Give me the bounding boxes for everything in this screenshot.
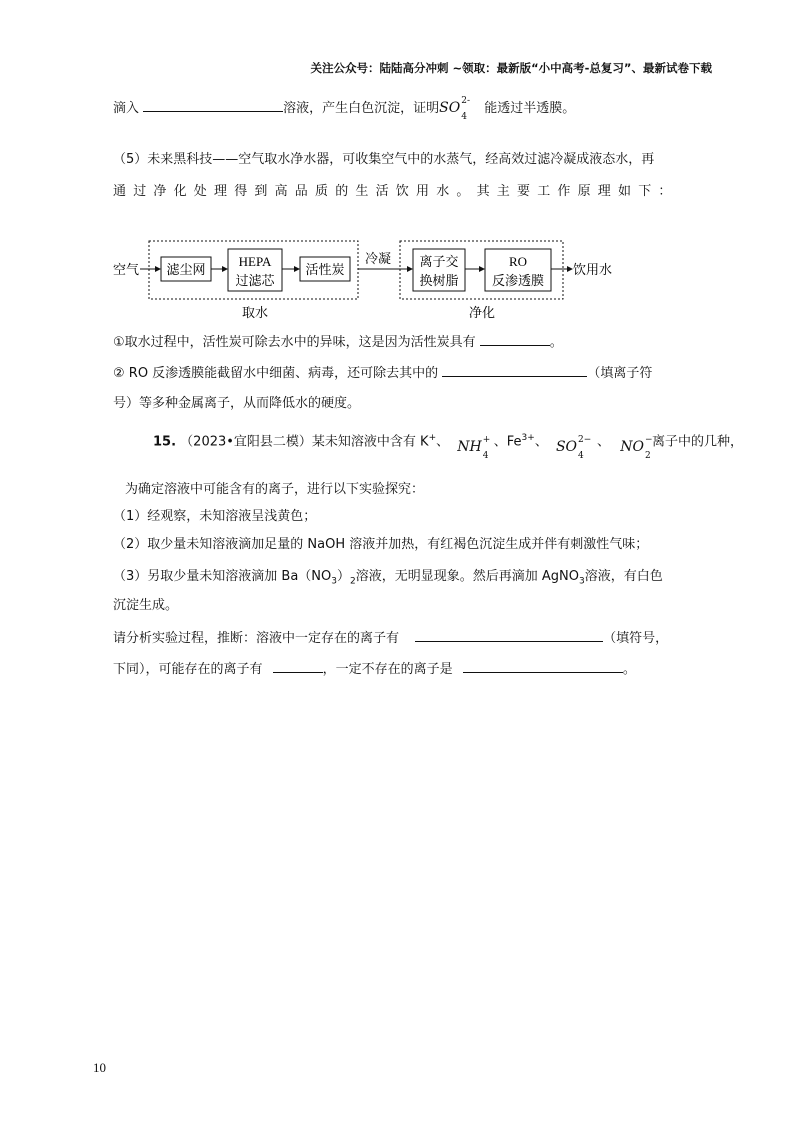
q5-line2: 通过净化处理得到高品质的生活饮用水。其主要工作原理如下： <box>113 184 679 199</box>
box-ro-line1: RO <box>508 254 528 269</box>
q15-ask2-b: ，一定不存在的离子是 <box>322 662 453 677</box>
q15-intro: 为确定溶液中可能含有的离子，进行以下实验探究： <box>125 482 425 497</box>
q15-step2: （2）取少量未知溶液滴加足量的 NaOH 溶液并加热，有红褐色沉淀生成并伴有刺激性气味； <box>113 537 649 552</box>
page-number: 10 <box>93 1060 106 1075</box>
q15-source-text: （2023•宜阳县二模）某未知溶液中含有 K <box>180 434 429 450</box>
answer-blank-carbon-property[interactable] <box>480 331 550 346</box>
nitrite-ion: NO − 2 <box>620 435 653 462</box>
box-dust-filter-label: 滤尘网 <box>166 263 206 278</box>
continuation-line <box>113 96 576 122</box>
sub: 3 <box>578 576 585 587</box>
q15-ask1 <box>113 627 668 649</box>
q15-step1: （1）经观察，未知溶液呈浅黄色； <box>113 509 317 524</box>
q5-item1 <box>113 331 563 353</box>
label-drinking-water: 饮用水 <box>573 263 613 278</box>
sub: 3 <box>331 576 337 587</box>
q15-step3-line2: 沉淀生成。 <box>113 598 179 613</box>
q5-item2-hint: （填离子符 <box>587 366 653 381</box>
q15-ask2-a: 下同），可能存在的离子有 <box>113 662 263 677</box>
q5-item1-text: ①取水过程中，活性炭可除去水中的异味，这是因为活性炭具有 <box>113 335 476 350</box>
page-header: 关注公众号：陆陆高分冲刺 ~领取：最新版“小中高考-总复习”、最新试卷下载 <box>310 61 712 75</box>
q15-step3-b: ） <box>336 569 350 584</box>
answer-blank-reagent[interactable] <box>143 97 283 112</box>
text-permeable: 能透过半透膜。 <box>484 101 576 116</box>
q15-tail: 离子中的几种， <box>651 434 743 450</box>
answer-blank-ion-symbol[interactable] <box>442 362 587 377</box>
answer-blank-absent-ions[interactable] <box>463 658 623 673</box>
q5-line1: （5）未来黑科技——空气取水净水器，可收集空气中的水蒸气，经高效过滤冷凝成液态水，再 <box>113 152 655 167</box>
sep: 、 <box>534 434 548 450</box>
box-hepa-line1: HEPA <box>238 254 272 269</box>
text-solution-result: 溶液，产生白色沉淀，证明 <box>283 101 440 116</box>
fe-charge: 3+ <box>521 433 535 443</box>
q15-number: 15. <box>153 434 177 450</box>
box-ion-exchange-line2: 换树脂 <box>419 274 459 289</box>
water-process-diagram <box>110 236 630 326</box>
q15-ask1-hint: （填符号， <box>603 631 669 646</box>
sep-fe: 、Fe <box>493 434 522 450</box>
q15-step3-c: 溶液，无明显现象。然后再滴加 AgNO <box>355 569 579 584</box>
box-ion-exchange-line1: 离子交 <box>419 255 459 270</box>
label-group-purify: 净化 <box>468 306 496 321</box>
ammonium-ion: NH + 4 <box>457 435 491 462</box>
q15-step3-a: （3）另取少量未知溶液滴加 Ba（NO <box>113 569 332 584</box>
q15-ask2 <box>113 658 636 680</box>
box-ro-line2: 反渗透膜 <box>491 274 545 289</box>
q5-item1-end: 。 <box>549 335 563 350</box>
box-hepa-line2: 过滤芯 <box>235 274 275 289</box>
sulfate-ion: SO 2- 4 <box>439 96 471 122</box>
sulfate-ion-q15: SO 2− 4 <box>555 435 592 462</box>
q15-ask2-end: 。 <box>622 662 636 677</box>
q15-ask1-text: 请分析实验过程，推断：溶液中一定存在的离子有 <box>113 631 400 646</box>
sub: 2 <box>350 576 356 587</box>
answer-blank-definite-ions[interactable] <box>415 627 603 642</box>
k-charge: + <box>428 433 437 443</box>
q15-step3 <box>113 567 663 592</box>
label-air: 空气 <box>113 263 140 278</box>
sep: 、 <box>597 434 611 450</box>
q5-item2-line2: 号）等多种金属离子，从而降低水的硬度。 <box>113 396 361 411</box>
box-activated-carbon-label: 活性炭 <box>305 263 345 278</box>
label-group-intake: 取水 <box>241 306 269 321</box>
sep: 、 <box>436 434 450 450</box>
label-condense: 冷凝 <box>364 252 392 267</box>
answer-blank-possible-ions[interactable] <box>273 658 323 673</box>
text-drop-in: 滴入 <box>113 101 140 116</box>
q5-item2 <box>113 362 652 384</box>
q15-step3-d: 溶液，有白色 <box>584 569 663 584</box>
q15-stem <box>153 428 743 462</box>
q5-item2-text: ② RO 反渗透膜能截留水中细菌、病毒，还可除去其中的 <box>113 366 439 381</box>
